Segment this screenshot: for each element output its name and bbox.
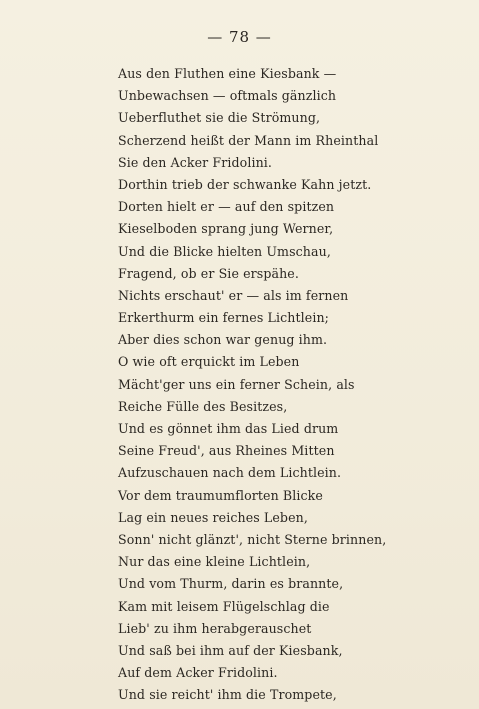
verse-line: O wie oft erquickt im Leben: [118, 354, 300, 370]
verse-line: Scherzend heißt der Mann im Rheinthal: [118, 132, 379, 148]
verse-line: Nur das eine kleine Lichtlein,: [118, 554, 311, 570]
verse-line: Ueberfluthet sie die Strömung,: [118, 110, 321, 126]
verse-line: Seine Freud', aus Rheines Mitten: [118, 443, 335, 459]
verse-line: Auf dem Acker Fridolini.: [118, 665, 278, 681]
verse-line: Kieselboden sprang jung Werner,: [118, 221, 334, 237]
verse-line: Vor dem traumumflorten Blicke: [118, 487, 323, 503]
verse-line: Erkerthurm ein fernes Lichtlein;: [118, 310, 330, 326]
verse-line: Aus den Fluthen eine Kiesbank —: [118, 66, 337, 81]
verse-line: Und saß bei ihm auf der Kiesbank,: [118, 642, 343, 658]
verse-line: Sonn' nicht glänzt', nicht Sterne brinnen,: [118, 531, 387, 547]
verse-line: Sie den Acker Fridolini.: [118, 154, 273, 170]
verse-line: Und die Blicke hielten Umschau,: [118, 243, 331, 259]
verse-line: Unbewachsen — oftmals gänzlich: [118, 88, 337, 104]
verse-line: Dorten hielt er — auf den spitzen: [118, 199, 335, 215]
verse-line: Und es gönnet ihm das Lied drum: [118, 421, 339, 436]
verse-line: Nichts erschaut' er — als im fernen: [118, 287, 349, 303]
verse-line: Fragend, ob er Sie erspähe.: [118, 265, 299, 281]
verse-line: Reiche Fülle des Besitzes,: [118, 398, 288, 414]
verse-line: Lieb' zu ihm herabgerauschet: [118, 620, 312, 636]
verse-line: Aber dies schon war genug ihm.: [118, 332, 328, 348]
page-number: — 78 —: [207, 28, 272, 46]
poem-text: [118, 63, 448, 706]
verse-line: Aufzuschauen nach dem Lichtlein.: [118, 465, 342, 481]
verse-line: Und sie reicht' ihm die Trompete,: [118, 687, 337, 703]
verse-line: Dorthin trieb der schwanke Kahn jetzt.: [118, 176, 372, 192]
verse-line: Kam mit leisem Flügelschlag die: [118, 598, 330, 614]
verse-line: Mächt'ger uns ein ferner Schein, als: [118, 376, 355, 392]
verse-line: Lag ein neues reiches Leben,: [118, 509, 308, 525]
verse-line: Und vom Thurm, darin es brannte,: [118, 576, 344, 592]
